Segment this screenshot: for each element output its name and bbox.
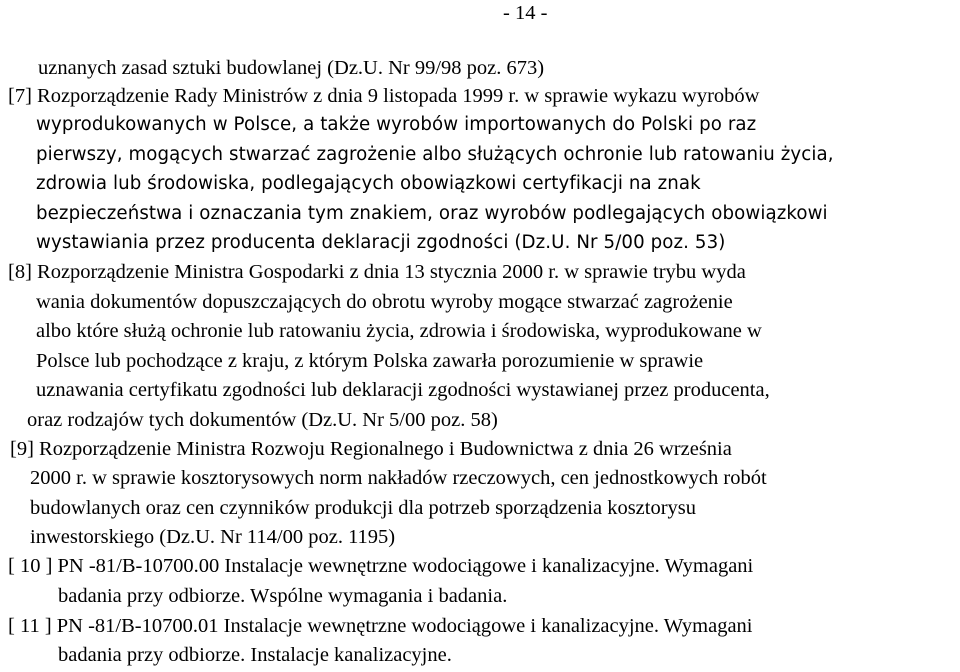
text-line: zdrowia lub środowiska, podlegających obowiązkowi certyfikacji na znak: [36, 173, 701, 194]
text-line: badania przy odbiorze. Instalacje kanalizacyjne.: [58, 644, 452, 666]
text-line: uznanych zasad sztuki budowlanej (Dz.U. Nr 99/98 poz. 673): [38, 57, 545, 79]
text-line: badania przy odbiorze. Wspólne wymagania i badania.: [58, 585, 508, 607]
text-line: uznawania certyfikatu zgodności lub deklaracji zgodności wystawianej przez producenta,: [36, 379, 770, 401]
text-line: albo które służą ochronie lub ratowaniu życia, zdrowia i środowiska, wyprodukowane w: [36, 320, 762, 342]
text-line: bezpieczeństwa i oznaczania tym znakiem, oraz wyrobów podlegających obowiązkowi: [36, 203, 828, 224]
text-line: inwestorskiego (Dz.U. Nr 114/00 poz. 1195): [30, 526, 396, 548]
text-line: [ 10 ] PN -81/B-10700.00 Instalacje wewnętrzne wodociągowe i kanalizacyjne. Wymagani: [8, 555, 754, 577]
text-line: 2000 r. w sprawie kosztorysowych norm nakładów rzeczowych, cen jednostkowych robót: [30, 467, 767, 489]
text-line: oraz rodzajów tych dokumentów (Dz.U. Nr 5/00 poz. 58): [27, 409, 498, 431]
text-line: wania dokumentów dopuszczających do obrotu wyroby mogące stwarzać zagrożenie: [36, 291, 733, 313]
text-line: [ 11 ] PN -81/B-10700.01 Instalacje wewnętrzne wodociągowe i kanalizacyjne. Wymagani: [8, 615, 753, 637]
text-line: wystawiania przez producenta deklaracji zgodności (Dz.U. Nr 5/00 poz. 53): [36, 232, 726, 253]
text-line: [7] Rozporządzenie Rady Ministrów z dnia 9 listopada 1999 r. w sprawie wykazu wyrobów: [8, 85, 760, 107]
text-line: wyprodukowanych w Polsce, a także wyrobów importowanych do Polski po raz: [36, 114, 757, 135]
text-line: Polsce lub pochodzące z kraju, z którym Polska zawarła porozumienie w sprawie: [36, 350, 704, 372]
text-line: [9] Rozporządzenie Ministra Rozwoju Regionalnego i Budownictwa z dnia 26 września: [10, 438, 732, 460]
text-line: budowlanych oraz cen czynników produkcji dla potrzeb sporządzenia kosztorysu: [30, 497, 697, 519]
text-line: [8] Rozporządzenie Ministra Gospodarki z dnia 13 stycznia 2000 r. w sprawie trybu wyda: [8, 261, 746, 283]
page-number: - 14 -: [503, 2, 548, 24]
text-line: pierwszy, mogących stwarzać zagrożenie albo służących ochronie lub ratowaniu życia,: [36, 144, 834, 165]
